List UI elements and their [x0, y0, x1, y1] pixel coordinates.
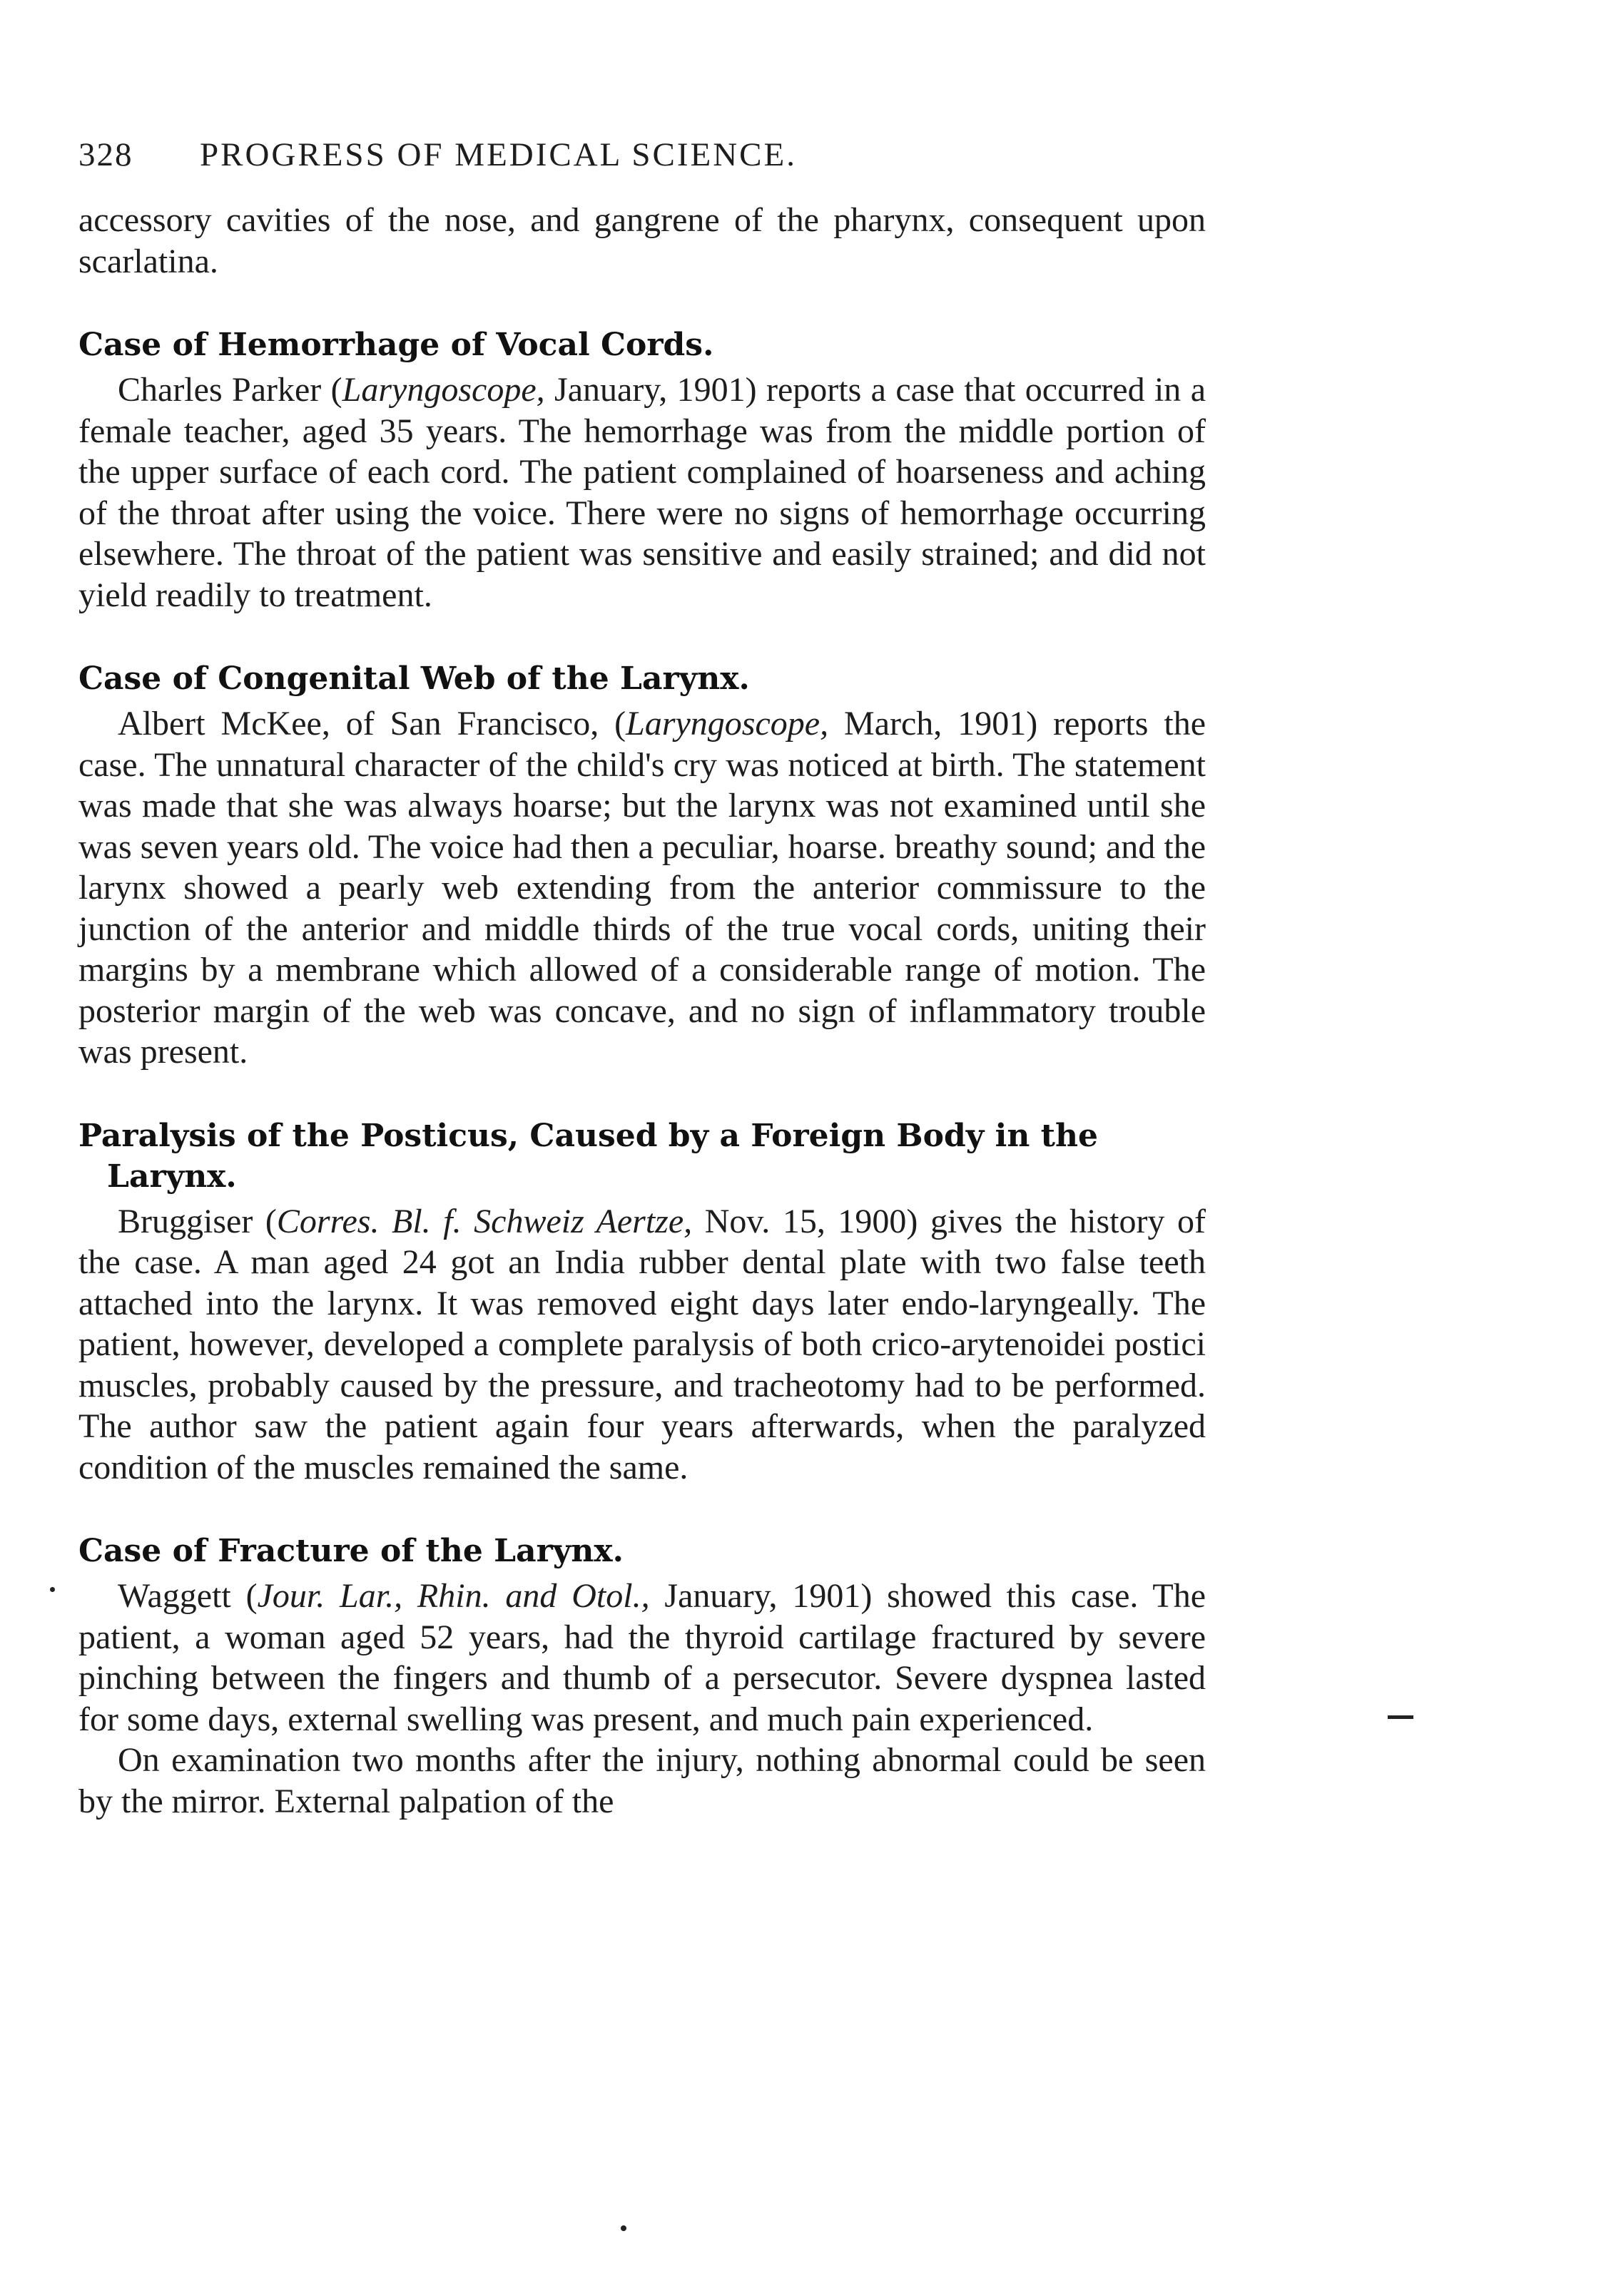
intro-continuation: accessory cavities of the nose, and gangrene of the pharynx, consequent upon scarlatina. [78, 201, 1206, 280]
paragraph-text: March, 1901) reports the case. The unnatural character of the child's cry was noticed at birth. The statement was made that she was always hoarse; but the larynx was not examined until she was seven years old. The voice had then a peculiar, hoarse. breathy sound; and the larynx showed a pearly web extending from the anterior commissure to the junction of the anterior and middle thirds of the true vocal cords, uniting their margins by a membrane which allowed of a considerable range of motion. The posterior margin of the web was concave, and no sign of inflammatory trouble was present. [78, 705, 1206, 1071]
paragraph-hemorrhage [78, 369, 1206, 616]
paragraph-text: Albert McKee, of San Francisco, ( [118, 705, 626, 743]
paragraph-paralysis-posticus [78, 1201, 1206, 1489]
paragraph-text: Waggett ( [118, 1577, 258, 1615]
paragraph-text: Charles Parker ( [118, 371, 342, 409]
section-heading-congenital-web: Case of Congenital Web of the Larynx. [78, 660, 750, 697]
citation-journal: Jour. Lar., Rhin. and Otol., [257, 1577, 650, 1615]
page-content [78, 136, 1206, 1822]
citation-journal: Laryngoscope, [342, 371, 545, 409]
paragraph-text: Nov. 15, 1900) gives the history of the case. A man aged 24 got an India rubber dental plate with two false teeth attached into the larynx. It was removed eight days later endo-laryngeally. The patient, however, developed a complete paralysis of both crico-arytenoidei postici muscles, probably caused by the pressure, and tracheotomy had to be performed. The author saw the patient again four years afterwards, when the paralyzed condition of the muscles remained the same. [78, 1202, 1206, 1486]
paragraph-text: January, 1901) showed this case. The patient, a woman aged 52 years, had the thyroid cartilage fractured by severe pinching between the fingers and thumb of a persecutor. Severe dyspnea lasted for some days, external swelling was present, and much pain experienced. [78, 1577, 1206, 1738]
paragraph-text: Bruggiser ( [118, 1202, 277, 1240]
running-header [78, 136, 1206, 185]
stray-dot-mark [621, 2225, 626, 2231]
section-heading-fracture-larynx: Case of Fracture of the Larynx. [78, 1533, 624, 1569]
paragraph-fracture-larynx [78, 1576, 1206, 1740]
citation-journal: Corres. Bl. f. Schweiz Aertze, [276, 1202, 693, 1240]
page-number: 328 [78, 136, 133, 173]
stray-dash-mark [1388, 1715, 1413, 1719]
section-heading-paralysis-posticus: Paralysis of the Posticus, Caused by a Foreign Body in the Larynx. [78, 1117, 1098, 1195]
paragraph-congenital-web [78, 703, 1206, 1073]
paragraph-fracture-examination [78, 1740, 1206, 1822]
running-title: PROGRESS OF MEDICAL SCIENCE. [200, 136, 797, 173]
citation-journal: Laryngoscope, [626, 705, 829, 743]
stray-dot-mark [50, 1587, 55, 1592]
section-heading-hemorrhage: Case of Hemorrhage of Vocal Cords. [78, 327, 714, 363]
paragraph-text: On examination two months after the injury, nothing abnormal could be seen by the mirror. External palpation of the [78, 1741, 1206, 1820]
paragraph-text: January, 1901) reports a case that occurred in a female teacher, aged 35 years. The hemorrhage was from the middle portion of the upper surface of each cord. The patient complained of hoarseness and aching of the throat after using the voice. There were no signs of hemorrhage occurring elsewhere. The throat of the patient was sensitive and easily strained; and did not yield readily to treatment. [78, 371, 1206, 614]
